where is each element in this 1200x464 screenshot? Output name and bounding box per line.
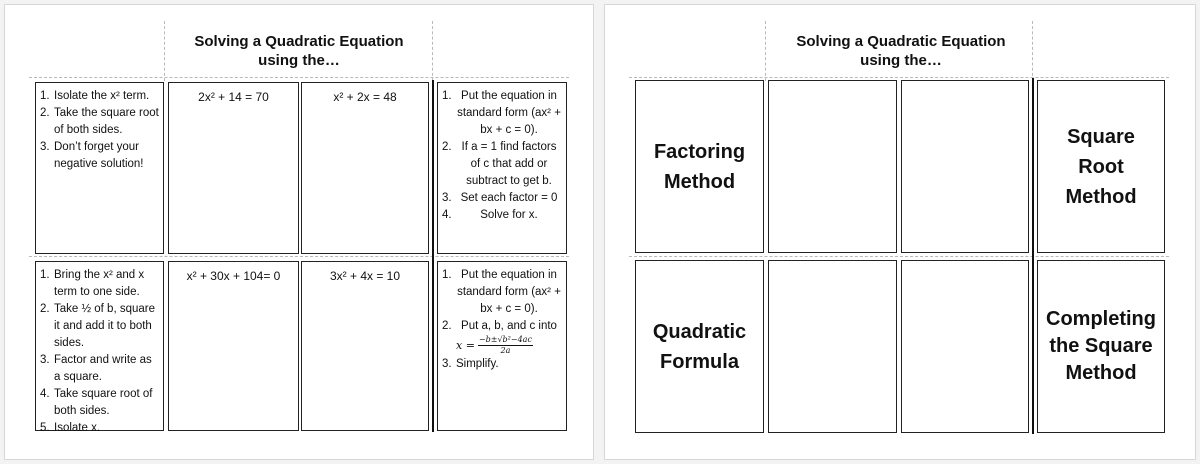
steps-quadratic-formula <box>437 261 567 431</box>
list-item: 3. Simplify. <box>442 358 499 370</box>
fold-guide <box>432 21 433 81</box>
fold-line <box>1032 78 1034 434</box>
blank-cell <box>901 80 1029 253</box>
formula-fraction <box>478 335 533 356</box>
square-root-method-label: Square Root Method <box>1065 125 1137 208</box>
equation-cell-1 <box>168 82 299 254</box>
list-item: 1. Put the equation in standard form (ax² + bx + c = 0). <box>442 90 561 136</box>
left-title-line1: Solving a Quadratic Equation <box>194 33 404 50</box>
equation-text: x² + 2x = 48 <box>333 90 397 104</box>
cut-guide <box>29 77 569 78</box>
list-item: 3. Factor and write as a square. <box>40 354 152 383</box>
equation-cell-3 <box>168 261 299 431</box>
list-item: 1. Put the equation in standard form (ax² + bx + c = 0). <box>442 269 561 315</box>
blank-cell <box>901 260 1029 433</box>
formula <box>442 335 562 356</box>
list-item: 1. Isolate the x² term. <box>40 90 150 102</box>
equation-text: 3x² + 4x = 10 <box>329 269 401 283</box>
list-item: 2. Take the square root of both sides. <box>40 107 159 136</box>
formula-lhs: x = <box>456 339 475 352</box>
list-item: 1. Bring the x² and x term to one side. <box>40 269 145 298</box>
formula-numerator: −b±√b²−4ac <box>478 335 532 344</box>
equation-text: 2x² + 14 = 70 <box>198 90 269 104</box>
fold-guide <box>765 21 766 81</box>
cut-guide <box>629 77 1169 78</box>
list-item: 2. Take ½ of b, square it and add it to both sides. <box>40 303 156 349</box>
list-item: 2. If a = 1 find factors of c that add or subtract to get b. <box>442 141 557 187</box>
right-page <box>604 4 1196 460</box>
cut-guide <box>629 256 1169 257</box>
list-item: 3. Set each factor = 0 <box>442 192 558 204</box>
right-title <box>767 32 1035 70</box>
list-item: 2. Put a, b, and c into <box>442 320 557 332</box>
cut-guide <box>29 256 569 257</box>
list-item: 5. Isolate x. <box>40 422 101 434</box>
blank-cell <box>768 260 897 433</box>
steps-square-root <box>35 82 164 254</box>
list-item: 4. Take square root of both sides. <box>40 388 153 417</box>
fold-line <box>432 80 434 432</box>
blank-cell <box>768 80 897 253</box>
fold-guide <box>1032 21 1033 81</box>
steps-completing-square <box>35 261 164 434</box>
list-item: 4. Solve for x. <box>442 209 538 221</box>
right-title-line1: Solving a Quadratic Equation <box>796 33 1006 50</box>
list-item: 3. Don’t forget your negative solution! <box>40 141 144 170</box>
left-title-line2: using the… <box>258 52 340 69</box>
equation-cell-2 <box>301 82 429 254</box>
formula-denominator: 2a <box>500 346 511 355</box>
equation-text: x² + 30x + 104= 0 <box>186 269 281 283</box>
quadratic-formula-label: Quadratic Formula <box>652 320 747 373</box>
fold-guide <box>164 21 165 81</box>
steps-factoring <box>437 82 567 254</box>
left-page <box>4 4 594 460</box>
equation-cell-4 <box>301 261 429 431</box>
right-title-line2: using the… <box>860 52 942 69</box>
completing-square-method-label: Completing the Square Method <box>1046 308 1156 384</box>
left-title <box>165 32 433 70</box>
factoring-method-label: Factoring Method <box>653 140 746 193</box>
